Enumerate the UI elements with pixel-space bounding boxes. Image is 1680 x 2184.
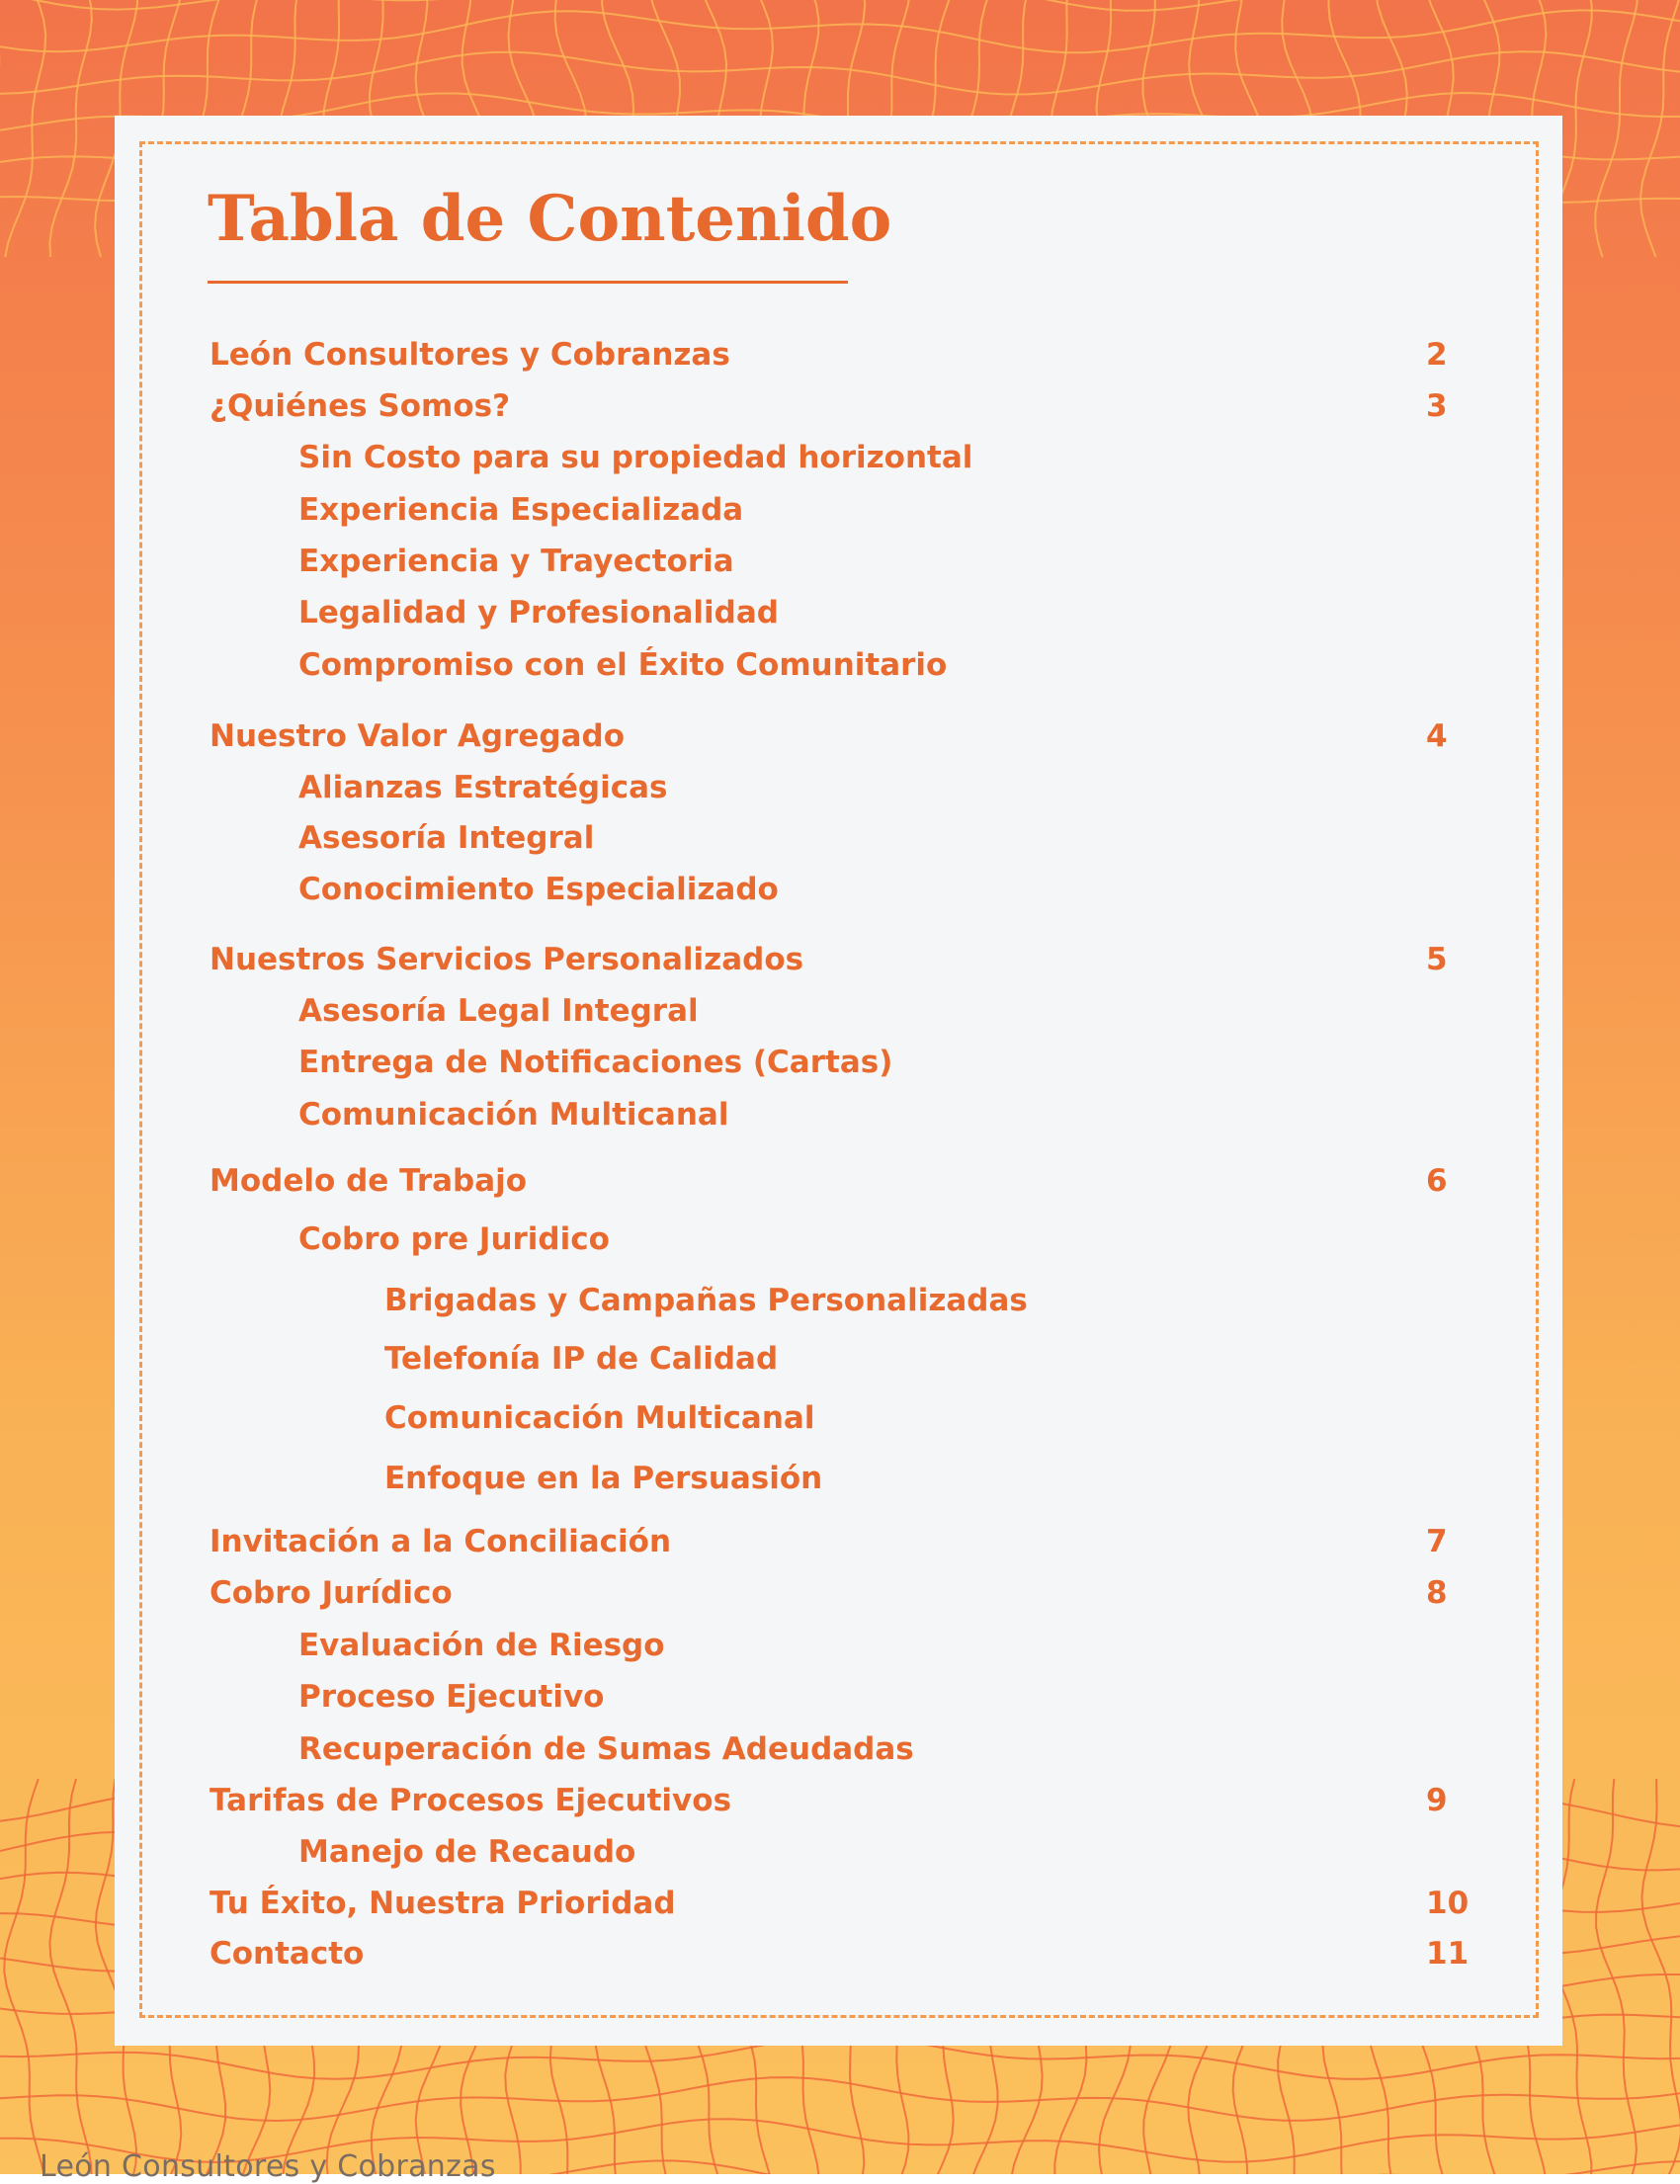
toc-entry[interactable] [0, 333, 1680, 377]
toc-entry-label: León Consultores y Cobranzas [210, 337, 730, 373]
toc-entry-label: Entrega de Notificaciones (Cartas) [298, 1045, 893, 1080]
toc-entry[interactable] [0, 1093, 1680, 1136]
toc-entry-label: Contacto [210, 1936, 365, 1972]
toc-entry-label: Nuestro Valor Agregado [210, 718, 625, 754]
toc-entry-label: Tarifas de Procesos Ejecutivos [210, 1783, 732, 1818]
toc-entry[interactable] [0, 1727, 1680, 1771]
toc-entry[interactable] [0, 1675, 1680, 1719]
toc-entry[interactable] [0, 1396, 1680, 1440]
toc-entry[interactable] [0, 868, 1680, 911]
toc-entry[interactable] [0, 816, 1680, 860]
toc-entry[interactable] [0, 436, 1680, 479]
toc-entry-page-number: 3 [1426, 388, 1448, 424]
toc-entry-label: Cobro pre Juridico [298, 1221, 610, 1257]
title-underline [208, 281, 848, 284]
toc-entry-label: Asesoría Integral [298, 820, 595, 856]
toc-entry-label: Manejo de Recaudo [298, 1834, 636, 1870]
toc-entry[interactable] [0, 989, 1680, 1033]
toc-entry-page-number: 5 [1426, 942, 1448, 977]
toc-entry[interactable] [0, 540, 1680, 583]
toc-entry[interactable] [0, 488, 1680, 532]
toc-entry-label: Alianzas Estratégicas [298, 770, 668, 805]
page-footer: León Consultores y Cobranzas [40, 2149, 496, 2184]
toc-entry-label: Experiencia y Trayectoria [298, 544, 734, 579]
toc-entry[interactable] [0, 938, 1680, 981]
toc-entry[interactable] [0, 1624, 1680, 1667]
toc-entry[interactable] [0, 1041, 1680, 1084]
toc-entry[interactable] [0, 1218, 1680, 1261]
toc-entry[interactable] [0, 1830, 1680, 1874]
toc-entry[interactable] [0, 1882, 1680, 1925]
toc-entry-page-number: 9 [1426, 1783, 1448, 1818]
toc-entry[interactable] [0, 643, 1680, 687]
toc-entry[interactable] [0, 1779, 1680, 1822]
toc-entry-page-number: 6 [1426, 1163, 1448, 1199]
toc-entry-label: Recuperación de Sumas Adeudadas [298, 1731, 914, 1767]
toc-entry-label: Nuestros Servicios Personalizados [210, 942, 804, 977]
toc-entry[interactable] [0, 1932, 1680, 1975]
toc-entry-page-number: 11 [1426, 1936, 1470, 1972]
toc-entry-label: Invitación a la Conciliación [210, 1524, 672, 1559]
page-title: Tabla de Contenido [208, 182, 892, 256]
toc-entry[interactable] [0, 591, 1680, 634]
toc-entry-label: Experiencia Especializada [298, 492, 744, 528]
toc-entry-label: Modelo de Trabajo [210, 1163, 528, 1199]
toc-entry-label: Enfoque en la Persuasión [384, 1461, 823, 1496]
toc-entry-label: Compromiso con el Éxito Comunitario [298, 647, 948, 683]
toc-entry[interactable] [0, 384, 1680, 428]
toc-entry-label: Comunicación Multicanal [298, 1097, 729, 1133]
toc-entry[interactable] [0, 1337, 1680, 1381]
toc-entry[interactable] [0, 1159, 1680, 1203]
toc-entry-label: Conocimiento Especializado [298, 872, 779, 907]
toc-entry-label: ¿Quiénes Somos? [210, 388, 511, 424]
toc-entry-page-number: 4 [1426, 718, 1448, 754]
toc-entry[interactable] [0, 1457, 1680, 1500]
toc-entry-page-number: 8 [1426, 1575, 1448, 1611]
toc-entry-label: Evaluación de Riesgo [298, 1628, 665, 1663]
toc-entry-label: Sin Costo para su propiedad horizontal [298, 440, 973, 475]
toc-entry-label: Telefonía IP de Calidad [384, 1341, 779, 1377]
toc-entry-page-number: 2 [1426, 337, 1448, 373]
toc-entry-label: Asesoría Legal Integral [298, 993, 699, 1029]
toc-entry-label: Proceso Ejecutivo [298, 1679, 605, 1715]
toc-entry-label: Legalidad y Profesionalidad [298, 595, 779, 630]
toc-entry[interactable] [0, 766, 1680, 809]
toc-entry-label: Cobro Jurídico [210, 1575, 453, 1611]
toc-entry[interactable] [0, 1520, 1680, 1563]
toc-entry-label: Tu Éxito, Nuestra Prioridad [210, 1886, 676, 1921]
toc-entry-label: Brigadas y Campañas Personalizadas [384, 1283, 1028, 1318]
toc-entry-page-number: 7 [1426, 1524, 1448, 1559]
toc-entry[interactable] [0, 714, 1680, 758]
toc-entry-page-number: 10 [1426, 1886, 1470, 1921]
toc-entry-label: Comunicación Multicanal [384, 1400, 815, 1436]
toc-entry[interactable] [0, 1571, 1680, 1615]
toc-entry[interactable] [0, 1279, 1680, 1322]
